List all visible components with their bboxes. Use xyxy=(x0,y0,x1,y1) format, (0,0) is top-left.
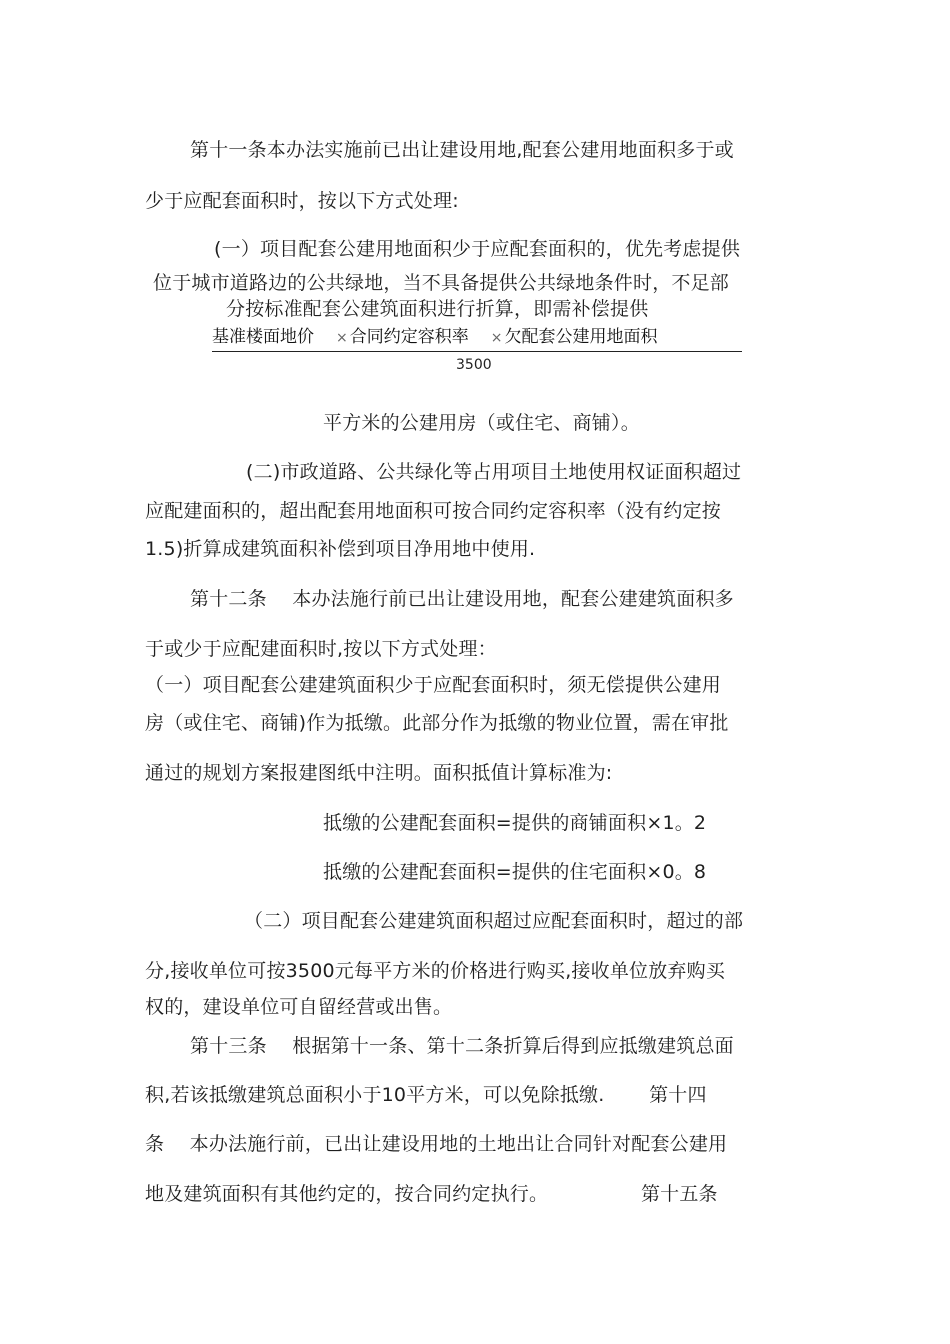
text-line: 分按标准配套公建筑面积进行折算，即需补偿提供 xyxy=(226,298,649,320)
formula-term-deficit-area: 欠配套公建用地面积 xyxy=(504,327,658,347)
formula-term-land-price: 基准楼面地价 xyxy=(212,327,314,347)
text-line: （一）项目配套公建建筑面积少于应配套面积时，须无偿提供公建用 xyxy=(145,674,722,696)
formula-term-plot-ratio: 合同约定容积率 xyxy=(349,327,469,347)
text-line: 积,若该抵缴建筑总面积小于10平方米，可以免除抵缴. 第十四 xyxy=(145,1084,707,1106)
text-line: 权的，建设单位可自留经营或出售。 xyxy=(145,996,453,1018)
text-line: 抵缴的公建配套面积=提供的商铺面积×1。2 xyxy=(323,812,707,834)
text-line: 分,接收单位可按3500元每平方米的价格进行购买,接收单位放弃购买 xyxy=(145,960,726,982)
text-line: (二)市政道路、公共绿化等占用项目土地使用权证面积超过 xyxy=(246,461,742,483)
text-line: 通过的规划方案报建图纸中注明。面积抵值计算标准为: xyxy=(145,762,613,784)
text-line: (一）项目配套公建用地面积少于应配套面积的，优先考虑提供 xyxy=(214,238,741,260)
text-line: 第十一条本办法实施前已出让建设用地,配套公建用地面积多于或 xyxy=(190,139,734,161)
text-line: 抵缴的公建配套面积=提供的住宅面积×0。8 xyxy=(323,861,707,883)
text-line: 于或少于应配建面积时,按以下方式处理： xyxy=(145,638,497,660)
text-line: （二）项目配套公建建筑面积超过应配套面积时，超过的部 xyxy=(244,910,744,932)
text-line: 地及建筑面积有其他约定的，按合同约定执行。 第十五条 xyxy=(145,1183,718,1205)
multiply-sign: × xyxy=(490,330,503,346)
text-line: 少于应配套面积时，按以下方式处理: xyxy=(145,190,459,212)
text-line: 位于城市道路边的公共绿地，当不具备提供公共绿地条件时，不足部 xyxy=(153,272,730,294)
text-line: 房（或住宅、商铺)作为抵缴。此部分作为抵缴的物业位置，需在审批 xyxy=(145,712,729,734)
formula-numerator xyxy=(212,326,742,352)
text-line: 1.5)折算成建筑面积补偿到项目净用地中使用. xyxy=(145,538,536,560)
text-line: 应配建面积的，超出配套用地面积可按合同约定容积率（没有约定按 xyxy=(145,500,722,522)
text-line: 平方米的公建用房（或住宅、商铺）。 xyxy=(323,412,640,434)
formula-denominator: 3500 xyxy=(456,357,492,373)
multiply-sign: × xyxy=(336,330,348,346)
text-line: 条 本办法施行前，已出让建设用地的土地出让合同针对配套公建用 xyxy=(145,1133,728,1155)
text-line: 第十三条 根据第十一条、第十二条折算后得到应抵缴建筑总面 xyxy=(190,1035,734,1057)
text-line: 第十二条 本办法施行前已出让建设用地，配套公建建筑面积多 xyxy=(190,588,734,610)
